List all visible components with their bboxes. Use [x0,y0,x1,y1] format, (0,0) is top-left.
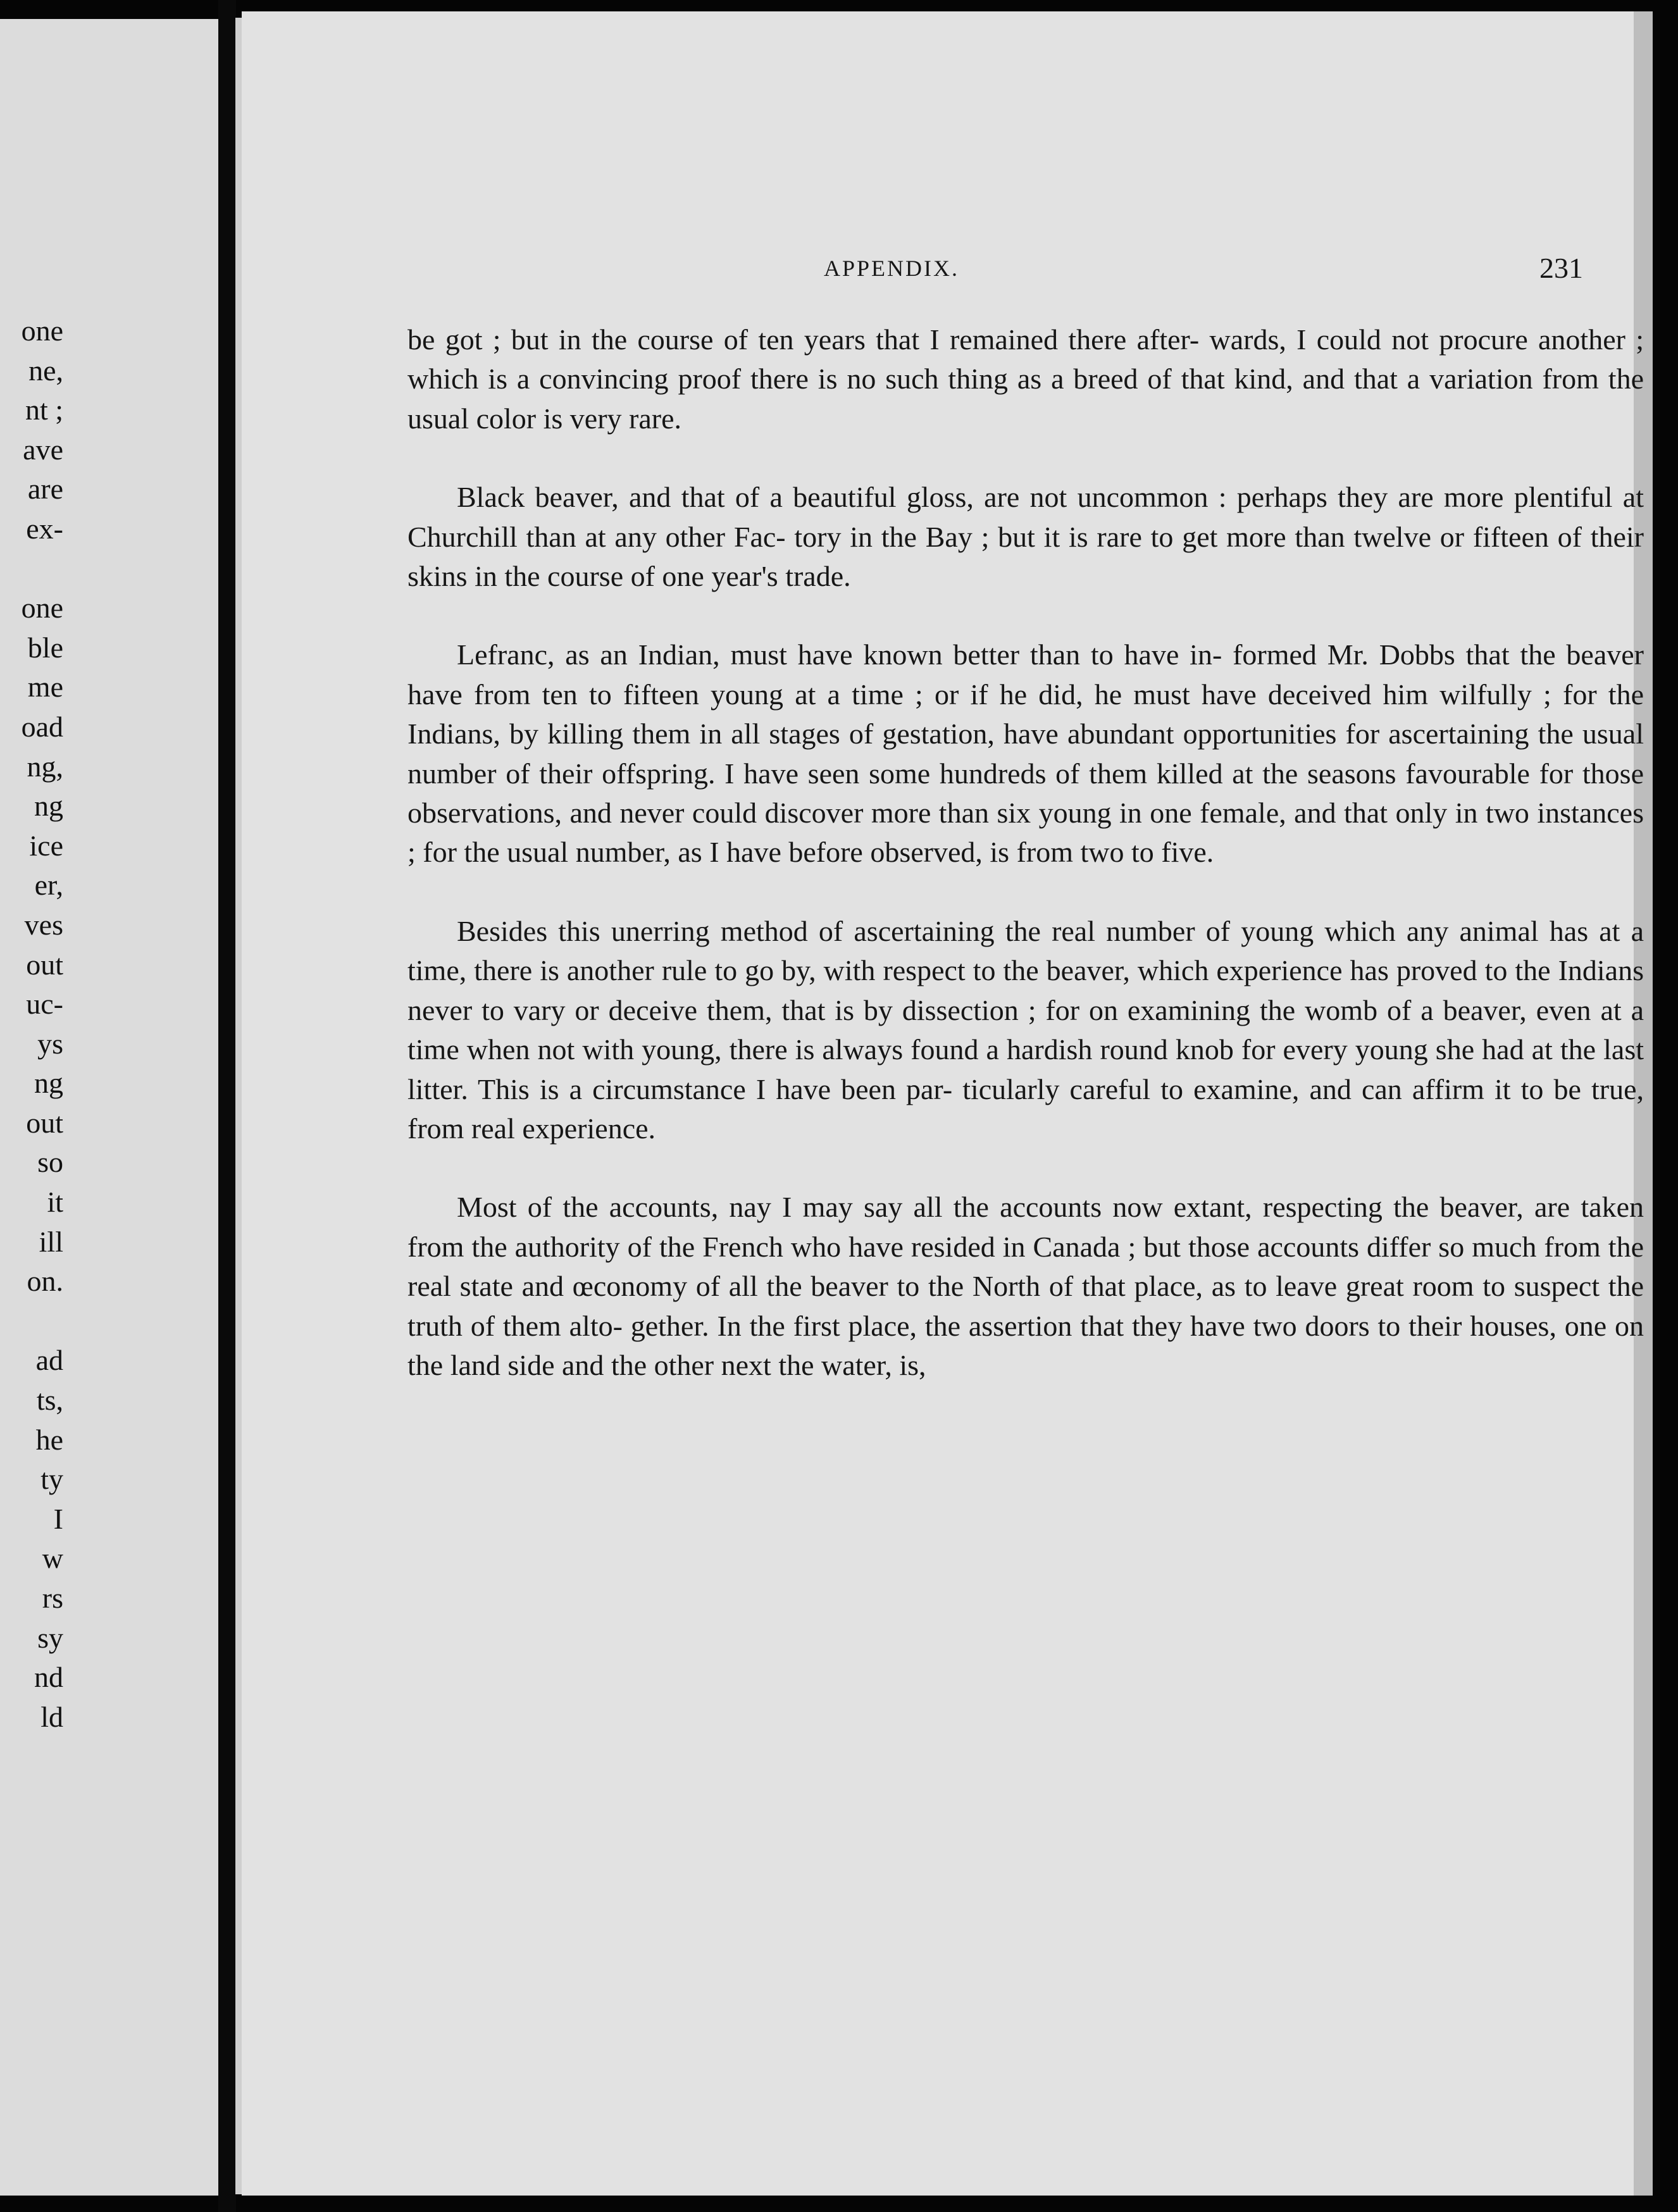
left-fragment-line: er, [34,869,63,902]
left-page-strip [0,19,225,2196]
left-fragment-line: ill [39,1225,63,1258]
book-gutter [218,0,236,2212]
left-fragment-line: ng [34,1067,63,1100]
left-fragment-line: one [21,592,63,624]
paragraph: Black beaver, and that of a beautiful gloss, are not uncommon : perhaps they are more plentiful at Churchill than at any other Fac- tory in the Bay ; but it is rare to get more than twelve or fifteen of their skins in the course of one year's trade. [407,481,1644,593]
left-fragment-line: ng, [27,750,63,783]
left-fragment-line: out [26,1106,63,1139]
left-fragment-line: it [47,1186,63,1219]
left-fragment-line: ave [23,433,63,466]
left-fragment-line: ice [29,829,63,862]
left-fragment-line: uc- [26,988,63,1021]
left-fragment-line: rs [42,1582,63,1614]
left-fragment-line: sy [37,1621,63,1654]
left-fragment-line: I [53,1502,63,1535]
left-fragment-line: ng [34,790,63,823]
left-fragment-line: are [27,473,63,506]
left-fragment-line: oad [21,710,63,743]
left-fragment-line: ty [40,1463,63,1496]
left-fragment-line [0,549,63,589]
left-fragment-line: ts, [36,1384,63,1417]
left-fragment-line: nt ; [25,394,63,426]
page-number: 231 [1539,252,1583,284]
left-fragment-line: nd [34,1661,63,1694]
body-text [407,320,1644,1424]
left-fragment-line: he [35,1423,63,1456]
left-fragment-line [0,1302,63,1341]
paragraph: Lefranc, as an Indian, must have known better than to have in- formed Mr. Dobbs that the beaver have from ten to fifteen young at a time ; or if he did, he must have deceived him wilfully ; for the Indians, by killing them in all stages of gestation, have abundant opportunities for ascertaining the usual number of their offspring. I have seen some hundreds of them killed at the seasons favourable for those observations, and never could discover more than six young in one female, and that only in two instances ; for the usual number, as I have before observed, is from two to five. [407,638,1644,869]
left-fragment-line: ld [40,1700,63,1733]
paragraph: be got ; but in the course of ten years that I remained there after- wards, I could not procure another ; which is a convincing proof there is no such thing as a breed of that kind, and that a variation from the usual color is very rare. [407,323,1644,435]
right-page [242,11,1653,2196]
left-fragment-line: out [26,948,63,981]
left-fragment-line: ble [27,631,63,664]
left-fragment-line: on. [27,1265,63,1298]
page-header [824,252,1653,299]
left-fragment-line: ves [24,908,63,941]
running-head: APPENDIX. [824,256,960,281]
paragraph: Most of the accounts, nay I may say all the accounts now extant, respecting the beaver, are taken from the authority of the French who have resided in Canada ; but those accounts differ so much from the real state and œconomy of all the beaver to the North of that place, as to leave great room to suspect the truth of them alto- gether. In the first place, the assertion that they have two doors to their houses, one on the land side and the other next the water, is, [407,1191,1644,1381]
paragraph: Besides this unerring method of ascertaining the real number of young which any animal has at a time, there is another rule to go by, with respect to the beaver, which experience has proved to the Indians never to vary or deceive them, that is by dissection ; for on examining the womb of a beaver, even at a time when not with young, there is always found a hardish round knob for every young she had at the last litter. This is a circumstance I have been par- ticularly careful to examine, and can affirm it to be true, from real experience. [407,914,1644,1145]
left-fragment-line: ys [37,1027,63,1060]
left-fragment-line: ad [35,1344,63,1377]
left-fragment-line: w [42,1542,63,1575]
left-fragment-line: so [37,1146,63,1179]
left-fragment-line: ex- [26,512,63,545]
left-fragment-line: ne, [28,354,63,387]
left-page-fragments [0,311,63,1737]
left-fragment-line: one [21,314,63,347]
left-fragment-line: me [27,671,63,704]
